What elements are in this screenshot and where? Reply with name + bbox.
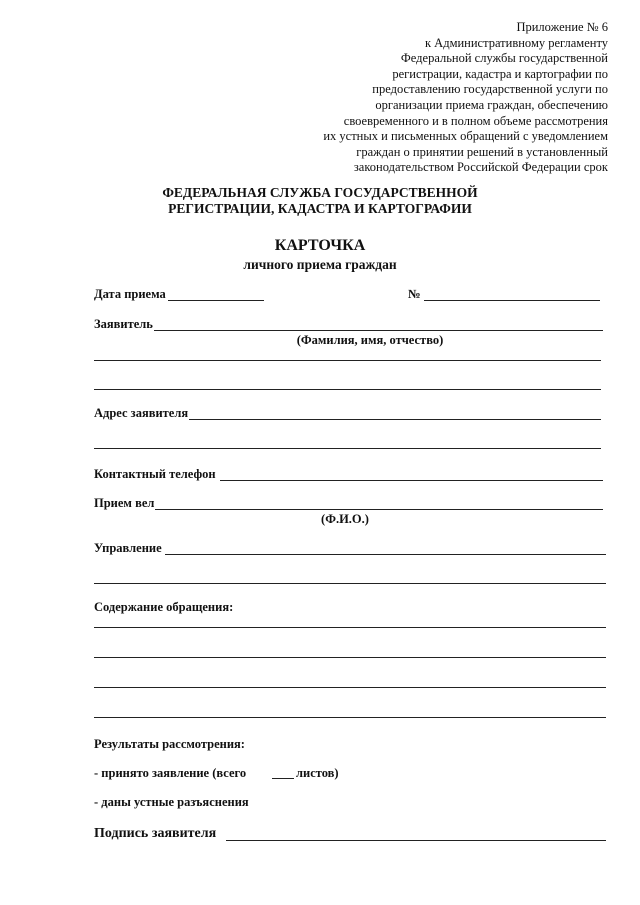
received-by-caption: (Ф.И.О.) bbox=[321, 512, 369, 526]
content-field-line-4[interactable] bbox=[94, 717, 606, 718]
annex-line: к Административному регламенту bbox=[424, 35, 608, 50]
card-title: КАРТОЧКА bbox=[274, 237, 366, 254]
applicant-field[interactable] bbox=[154, 330, 603, 331]
oral-explanations-label: - даны устные разъяснения bbox=[94, 795, 249, 809]
address-label: Адрес заявителя bbox=[94, 406, 189, 420]
department-field-line-2[interactable] bbox=[94, 583, 606, 584]
department-field[interactable] bbox=[165, 554, 606, 555]
date-field[interactable] bbox=[168, 300, 264, 301]
date-label: Дата приема bbox=[94, 287, 166, 301]
signature-field[interactable] bbox=[226, 840, 606, 841]
applicant-field-line-2[interactable] bbox=[94, 360, 601, 361]
applicant-caption: (Фамилия, имя, отчество) bbox=[296, 333, 444, 347]
content-field-line-2[interactable] bbox=[94, 657, 606, 658]
annex-line: организации приема граждан, обеспечению bbox=[375, 97, 608, 112]
results-label: Результаты рассмотрения: bbox=[94, 737, 245, 751]
applicant-label: Заявитель bbox=[94, 317, 153, 331]
phone-label: Контактный телефон bbox=[94, 467, 216, 481]
applicant-field-line-3[interactable] bbox=[94, 389, 601, 390]
agency-name bbox=[0, 185, 640, 217]
content-field-line-3[interactable] bbox=[94, 687, 606, 688]
annex-header bbox=[278, 20, 608, 176]
card-subtitle: личного приема граждан bbox=[243, 257, 397, 272]
annex-line: граждан о принятии решений в установленный bbox=[356, 144, 608, 159]
sheets-count-field[interactable] bbox=[272, 778, 294, 779]
agency-line-1: ФЕДЕРАЛЬНАЯ СЛУЖБА ГОСУДАРСТВЕННОЙ bbox=[162, 185, 478, 200]
number-label: № bbox=[408, 287, 421, 301]
accepted-suffix: листов) bbox=[296, 766, 339, 780]
annex-line: их устных и письменных обращений с уведомлением bbox=[323, 129, 608, 144]
number-field[interactable] bbox=[424, 300, 600, 301]
signature-label: Подпись заявителя bbox=[94, 826, 217, 841]
accepted-label: - принято заявление (всего bbox=[94, 766, 247, 780]
annex-line: законодательством Российской Федерации срок bbox=[353, 160, 608, 175]
department-label: Управление bbox=[94, 541, 162, 555]
annex-line: Приложение № 6 bbox=[516, 20, 608, 34]
annex-line: предоставлению государственной услуги по bbox=[372, 82, 608, 97]
content-label: Содержание обращения: bbox=[94, 600, 234, 614]
annex-line: своевременного и в полном объеме рассмотрения bbox=[343, 113, 608, 128]
received-by-field[interactable] bbox=[155, 509, 603, 510]
content-field-line-1[interactable] bbox=[94, 627, 606, 628]
address-field[interactable] bbox=[189, 419, 601, 420]
received-by-label: Прием вел bbox=[94, 496, 155, 510]
phone-field[interactable] bbox=[220, 480, 603, 481]
annex-line: регистрации, кадастра и картографии по bbox=[392, 66, 608, 81]
annex-line: Федеральной службы государственной bbox=[400, 51, 608, 66]
address-field-line-2[interactable] bbox=[94, 448, 601, 449]
agency-line-2: РЕГИСТРАЦИИ, КАДАСТРА И КАРТОГРАФИИ bbox=[168, 201, 472, 216]
